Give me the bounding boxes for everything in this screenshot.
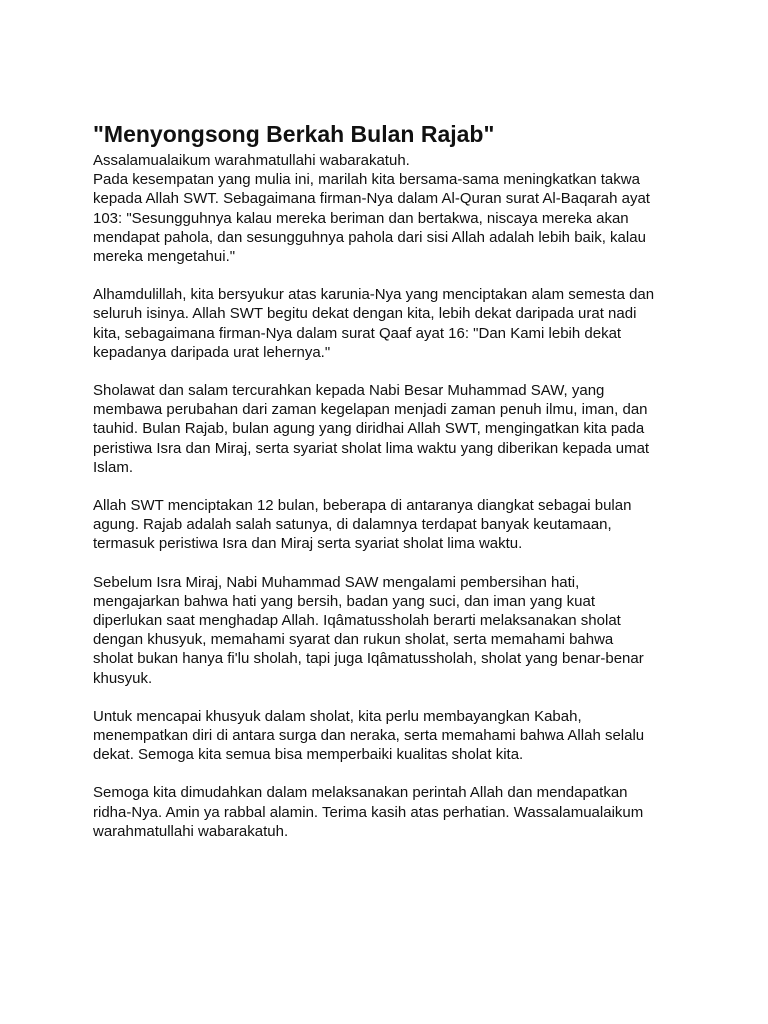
paragraph-opening: Assalamualaikum warahmatullahi wabarakatuh. Pada kesempatan yang mulia ini, marilah kita bersama-sama meningkatkan takwa kepada Allah SWT. Sebagaimana firman-Nya dalam Al-Quran surat Al-Baqarah ayat 103: "Sesungguhnya kalau mereka beriman dan bertakwa, niscaya mereka akan mendapat pahola, dan sesungguhnya pahola dari sisi Allah adalah lebih baik, kalau mereka mengetahui.": [93, 152, 650, 266]
paragraph-closing: Semoga kita dimudahkan dalam melaksanakan perintah Allah dan mendapatkan ridha-Nya. Amin ya rabbal alamin. Terima kasih atas perhatian. Wassalamualaikum warahmatullahi wabarakatuh.: [93, 784, 644, 840]
paragraph-gratitude: Alhamdulillah, kita bersyukur atas karunia-Nya yang menciptakan alam semesta dan seluruh isinya. Allah SWT begitu dekat dengan kita, lebih dekat daripada urat nadi kita, sebagaimana firman-Nya dalam surat Qaaf ayat 16: "Dan Kami lebih dekat kepadanya daripada urat lehernya.": [93, 286, 655, 361]
paragraph-khusyuk: Untuk mencapai khusyuk dalam sholat, kita perlu membayangkan Kabah, menempatkan diri di antara surga dan neraka, serta memahami bahwa Allah selalu dekat. Semoga kita semua bisa memperbaiki kualitas sholat kita.: [93, 707, 645, 764]
document-title: "Menyongsong Berkah Bulan Rajab": [93, 121, 495, 147]
paragraph-twelve-months: Allah SWT menciptakan 12 bulan, beberapa di antaranya diangkat sebagai bulan agung. Rajab adalah salah satunya, di dalamnya terdapat banyak keutamaan, termasuk peristiwa Isra dan Miraj serta syariat sholat lima waktu.: [93, 497, 632, 553]
document-page: [93, 120, 683, 841]
paragraph-sholawat: Sholawat dan salam tercurahkan kepada Nabi Besar Muhammad SAW, yang membawa perubahan dari zaman kegelapan menjadi zaman penuh ilmu, iman, dan tauhid. Bulan Rajab, bulan agung yang diridhai Allah SWT, mengingatkan kita pada peristiwa Isra dan Miraj, serta syariat sholat lima waktu yang diberikan kepada umat Islam.: [93, 382, 650, 476]
paragraph-isra-miraj: Sebelum Isra Miraj, Nabi Muhammad SAW mengalami pembersihan hati, mengajarkan bahwa hati yang bersih, badan yang suci, dan iman yang kuat diperlukan saat menghadap Allah. Iqâmatussholah berarti melaksanakan sholat dengan khusyuk, memahami syarat dan rukun sholat, serta memahami bahwa sholat bukan hanya fi'lu sholah, tapi juga Iqâmatussholah, sholat yang benar-benar khusyuk.: [93, 573, 644, 687]
